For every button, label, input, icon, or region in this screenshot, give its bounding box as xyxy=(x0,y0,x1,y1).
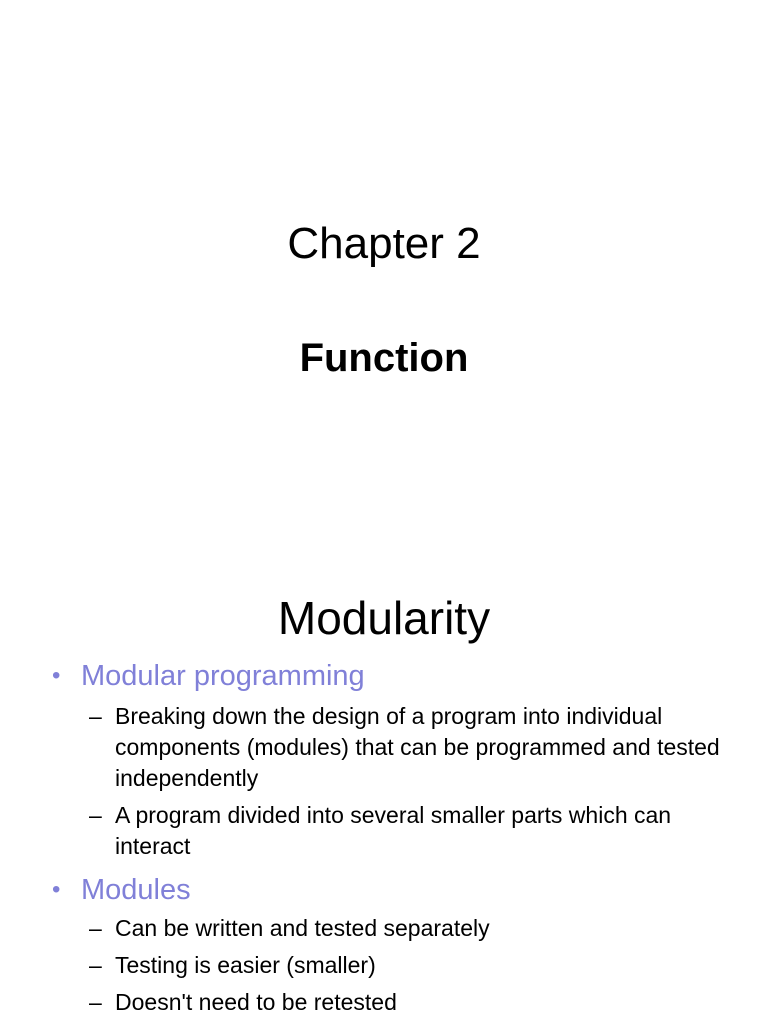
bullet-row xyxy=(0,872,768,908)
sub-item xyxy=(0,987,768,1018)
dash-icon: – xyxy=(89,802,102,828)
sub-item-text: A program divided into several smaller parts which can interact xyxy=(115,802,672,859)
sub-item-text: Can be written and tested separately xyxy=(115,915,490,941)
bullet-dot-icon: • xyxy=(52,876,61,903)
bullet-dot-icon: • xyxy=(52,662,61,689)
sub-item-text: Doesn't need to be retested xyxy=(115,989,397,1015)
slide-modularity xyxy=(0,576,768,1024)
bullet-text: Modules xyxy=(81,874,191,906)
bullet-row xyxy=(0,658,768,694)
chapter-subtitle: Function xyxy=(299,336,469,380)
sub-item xyxy=(0,701,768,794)
sub-item xyxy=(0,800,768,862)
sub-list xyxy=(0,701,768,862)
sub-item xyxy=(0,913,768,944)
bullet-list xyxy=(0,658,768,1018)
dash-icon: – xyxy=(89,989,102,1015)
dash-icon: – xyxy=(89,915,102,941)
slide-title: Modularity xyxy=(277,592,491,644)
chapter-title: Chapter 2 xyxy=(287,219,481,268)
dash-icon: – xyxy=(89,952,102,978)
bullet-item xyxy=(0,872,768,1018)
bullet-text: Modular programming xyxy=(81,660,365,692)
sub-list xyxy=(0,913,768,1018)
sub-item xyxy=(0,950,768,981)
bullet-item xyxy=(0,658,768,862)
sub-item-text: Testing is easier (smaller) xyxy=(115,952,376,978)
dash-icon: – xyxy=(89,703,102,729)
sub-item-text: Breaking down the design of a program into individual components (modules) that can be programmed and tested independently xyxy=(115,703,720,791)
